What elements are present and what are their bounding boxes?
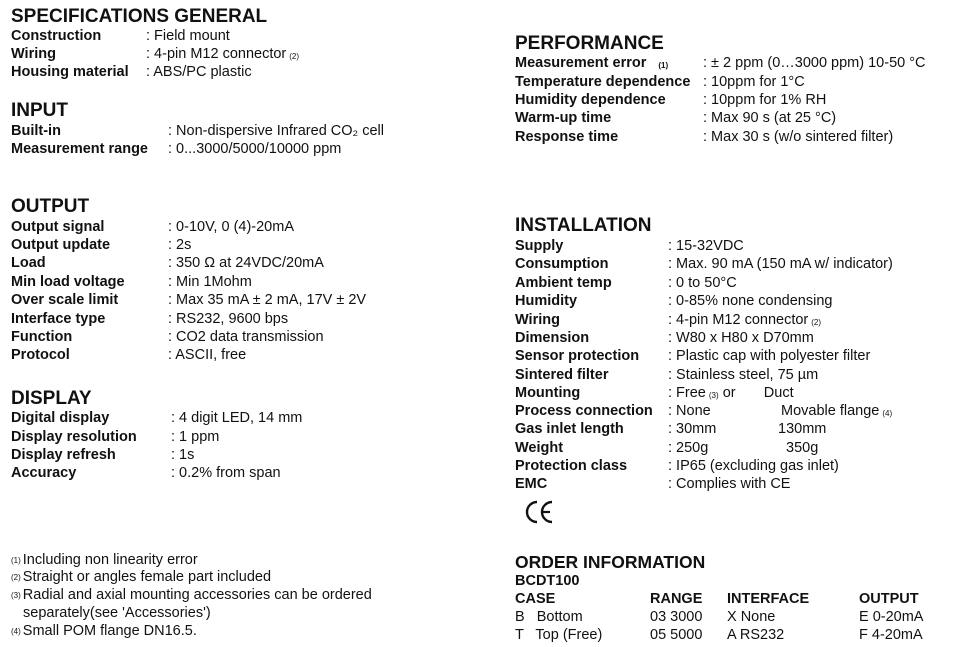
spec-label: Output signal [11,219,105,235]
spec-value: : CO2 data transmission [168,329,324,345]
footnote-number: (1) [11,556,21,565]
footnote-text: Including non linearity error [22,552,198,568]
spec-value: : ABS/PC plastic [146,64,252,80]
spec-value: : 4-pin M12 connector [668,312,809,328]
spec-label: Gas inlet length [515,421,624,437]
spec-value: : Max 30 s (w/o sintered filter) [703,129,894,145]
order-cell: E 0-20mA [859,609,924,625]
spec-label: Min load voltage [11,274,125,290]
spec-label: Protection class [515,458,628,474]
spec-label: Display refresh [11,447,116,463]
spec-label: EMC [515,476,548,492]
spec-value: : Non-dispersive Infrared CO₂ cell [168,123,384,139]
footnote-number: (3) [11,591,21,600]
order-header-case: CASE [515,591,556,607]
footnote-ref: (1) [658,61,669,70]
spec-label: Accuracy [11,465,77,481]
order-cell: 05 5000 [650,627,703,643]
spec-label: Ambient temp [515,275,612,291]
spec-label: Function [11,329,73,345]
spec-value-alt: 350g [786,440,819,456]
footnote [11,568,271,587]
spec-value: : Max. 90 mA (150 mA w/ indicator) [668,256,893,272]
spec-label: Output update [11,237,111,253]
spec-label: Consumption [515,256,609,272]
order-cell: X None [727,609,776,625]
spec-value: : 1s [171,447,195,463]
spec-value: : 10ppm for 1°C [703,74,805,90]
spec-label: Sensor protection [515,348,640,364]
footnote [11,604,211,622]
spec-value: : IP65 (excluding gas inlet) [668,458,839,474]
spec-value-alt: 130mm [778,421,827,437]
display-title: DISPLAY [11,388,92,409]
spec-value: : Plastic cap with polyester filter [668,348,871,364]
spec-label: Sintered filter [515,367,609,383]
spec-label: Over scale limit [11,292,119,308]
footnote-ref: (4) [882,409,893,418]
spec-value: : 250g [668,440,709,456]
spec-value: : Field mount [146,28,230,44]
spec-label: Humidity [515,293,578,309]
spec-label: Process connection [515,403,653,419]
spec-value: : RS232, 9600 bps [168,311,289,327]
spec-value: : 0-10V, 0 (4)-20mA [168,219,294,235]
footnote-ref: (2) [811,318,822,327]
spec-label: Digital display [11,410,110,426]
order-model: BCDT100 [515,573,580,589]
spec-label [515,54,668,75]
order-cell: T Top (Free) [515,627,603,643]
order-cell: 03 3000 [650,609,703,625]
spec-value: : 30mm [668,421,717,437]
spec-value: : None [668,403,711,419]
spec-value: : Max 35 mA ± 2 mA, 17V ± 2V [168,292,367,308]
spec-value-alt: Movable flange [781,403,880,419]
spec-value: : Min 1Mohm [168,274,252,290]
spec-value: : 15-32VDC [668,238,744,254]
order-cell: A RS232 [727,627,785,643]
ce-mark-icon [524,499,554,525]
performance-title: PERFORMANCE [515,33,664,54]
order-header-interface: INTERFACE [727,591,810,607]
general-title: SPECIFICATIONS GENERAL [11,6,268,27]
spec-value: : Free [668,385,706,401]
installation-title: INSTALLATION [515,215,652,236]
spec-value: : W80 x H80 x D70mm [668,330,814,346]
spec-label: Measurement range [11,141,148,157]
spec-value: : 0 to 50°C [668,275,737,291]
spec-label: Display resolution [11,429,137,445]
footnote-ref: (3) [708,391,719,400]
output-title: OUTPUT [11,196,90,217]
spec-value: : Max 90 s (at 25 °C) [703,110,837,126]
spec-value: : ± 2 ppm (0…3000 ppm) 10-50 °C [703,55,926,71]
spec-value: : ASCII, free [168,347,247,363]
spec-label: Mounting [515,385,581,401]
footnote-number: (4) [11,627,21,636]
footnote-number: (2) [11,573,21,582]
footnote-text: separately(see 'Accessories') [23,605,211,621]
spec-value: : 1 ppm [171,429,220,445]
spec-value: : 4 digit LED, 14 mm [171,410,303,426]
spec-value: : 0-85% none condensing [668,293,833,309]
spec-label: Humidity dependence [515,92,666,108]
spec-label: Response time [515,129,619,145]
spec-value: : 350 Ω at 24VDC/20mA [168,255,324,271]
spec-label: Interface type [11,311,106,327]
spec-value: : 4-pin M12 connector [146,46,287,62]
spec-label: Construction [11,28,102,44]
order-header-output: OUTPUT [859,591,919,607]
spec-label: Housing material [11,64,129,80]
spec-value: : 10ppm for 1% RH [703,92,827,108]
order-header-range: RANGE [650,591,703,607]
spec-value: : Stainless steel, 75 µm [668,367,819,383]
spec-label: Load [11,255,46,271]
spec-label: Dimension [515,330,590,346]
spec-label-text: Measurement error [515,55,647,71]
spec-value: : Complies with CE [668,476,791,492]
spec-value: : 0.2% from span [171,465,281,481]
footnote [11,622,197,641]
spec-label: Supply [515,238,564,254]
footnote-text: Small POM flange DN16.5. [22,623,197,639]
footnote-text: Radial and axial mounting accessories can be ordered [22,587,372,603]
spec-label: Protocol [11,347,70,363]
spec-value-alt: or Duct [722,385,794,401]
spec-label: Warm-up time [515,110,612,126]
order-cell: B Bottom [515,609,583,625]
spec-label: Wiring [11,46,56,62]
spec-label: Built-in [11,123,61,139]
order-title: ORDER INFORMATION [515,552,706,572]
footnote [11,586,372,605]
footnote-ref: (2) [289,52,300,61]
footnote-text: Straight or angles female part included [22,569,272,585]
spec-value: : 2s [168,237,192,253]
order-cell: F 4-20mA [859,627,923,643]
spec-label: Temperature dependence [515,74,691,90]
spec-value: : 0...3000/5000/10000 ppm [168,141,342,157]
spec-label: Weight [515,440,564,456]
input-title: INPUT [11,100,68,121]
spec-label: Wiring [515,312,560,328]
